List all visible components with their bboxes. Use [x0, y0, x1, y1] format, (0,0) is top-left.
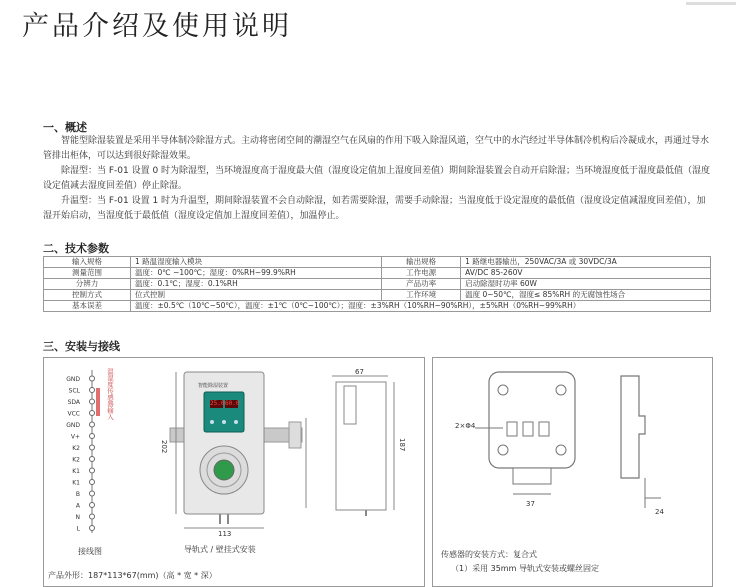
terminal-label: VCC: [67, 410, 80, 418]
terminal-label: K2: [72, 456, 80, 464]
terminal-label: K1: [72, 479, 80, 487]
table-row: 控制方式 位式控制 工作环境 温度 0~50℃，湿度≤ 85%RH 的无腐蚀性场合: [44, 290, 711, 301]
overview-paragraph-1: 智能型除湿装置是采用半导体制冷除湿方式。主动将密闭空间的潮湿空气在风扇的作用下吸入除湿风道，空气中的水汽经过半导体制冷机构后冷凝成水，再通过导水管排出柜体，可以达到很好除湿效果。: [43, 136, 710, 161]
dim-depth-label: 67: [355, 368, 364, 376]
terminal-label: A: [75, 502, 80, 510]
terminal-label: V+: [70, 433, 80, 441]
sensor-diagram-box: [432, 357, 713, 587]
device-panel-label: 智能除湿装置: [198, 383, 229, 389]
sensor-mount-note: （1）采用 35mm 导轨式安装或螺丝固定: [451, 564, 599, 573]
top-decoration: [686, 2, 736, 5]
section-specs-heading: 二、技术参数: [43, 242, 109, 255]
wiring-caption: 接线图: [78, 547, 102, 556]
section-install-heading: 三、安装与接线: [43, 340, 120, 353]
sensor-connector: [513, 468, 551, 484]
overview-paragraph-3: 升温型：当 F-01 设置 1 时为升温型，期间除湿装置不会自动除湿，如若需要除湿，需要手动除湿；当湿度低于设定湿度的最低值（湿度设定值减湿度回差值），加湿开始启动，当湿度低于最低值（湿度设定值加上湿度回差值），加温停止。: [43, 196, 706, 221]
overview-text: [43, 134, 711, 224]
device-caption: 导轨式 / 壁挂式安装: [184, 545, 256, 554]
sensor-side-view: [621, 376, 645, 478]
page-title: 产品介绍及使用说明: [22, 11, 292, 42]
sensor-mount-title: 传感器的安装方式：复合式: [441, 550, 537, 559]
terminal-label: GND: [66, 376, 80, 383]
dim-side-height-label: 187: [398, 438, 406, 452]
terminal-label: K2: [72, 445, 80, 452]
device-display-panel: [204, 392, 244, 432]
sensor-hole-label: 2×Φ4: [455, 422, 476, 430]
terminal-label: L: [76, 525, 80, 533]
product-size-text: 产品外形：187*113*67(mm)（高 * 宽 * 深）: [48, 571, 217, 580]
terminal-label: SCL: [68, 387, 80, 395]
dim-height-label: 202: [160, 440, 168, 454]
fan-icon: [214, 460, 234, 480]
spec-table: [43, 256, 711, 312]
sensor-width-label: 37: [526, 500, 535, 508]
table-row: 分辨力 温度：0.1℃；湿度：0.1%RH 产品功率 启动除湿时功率 60W: [44, 279, 711, 290]
table-row: 输入规格 1 路温湿度输入模块 输出规格 1 路继电器输出，250VAC/3A 或 30VDC/3A: [44, 257, 711, 268]
section-overview-heading: 一、概述: [43, 121, 87, 134]
sensor-depth-label: 24: [655, 508, 664, 516]
terminal-label: K1: [72, 468, 80, 475]
terminal-label: GND: [66, 422, 80, 429]
wiring-side-text: 温湿度传感器输入: [106, 368, 114, 420]
install-diagram-box: [43, 357, 425, 587]
terminal-label: SDA: [67, 399, 80, 406]
terminal-label: B: [75, 491, 80, 498]
dim-width-label: 113: [218, 530, 232, 538]
table-row: 基本误差 温度：±0.5℃（10℃~50℃），温度：±1℃（0℃~100℃）；湿度：±3%RH（10%RH~90%RH），±5%RH（0%RH~99%RH）: [44, 301, 711, 312]
device-display-value-1: 25.0: [210, 400, 225, 407]
terminal-label: N: [75, 514, 80, 521]
table-row: 测量范围 温度：0℃ ~100℃；湿度：0%RH~99.9%RH 工作电源 AV/DC 85-260V: [44, 268, 711, 279]
device-display-value-2: 60.0: [225, 400, 240, 407]
overview-paragraph-2: 除湿型：当 F-01 设置 0 时为除湿型，当环境湿度高于湿度最大值（湿度设定值加上湿度回差值）期间除湿装置会自动开启除湿；当环境湿度低于湿度最低值（湿度设定值减去湿度回差值）停止除湿。: [43, 166, 711, 191]
